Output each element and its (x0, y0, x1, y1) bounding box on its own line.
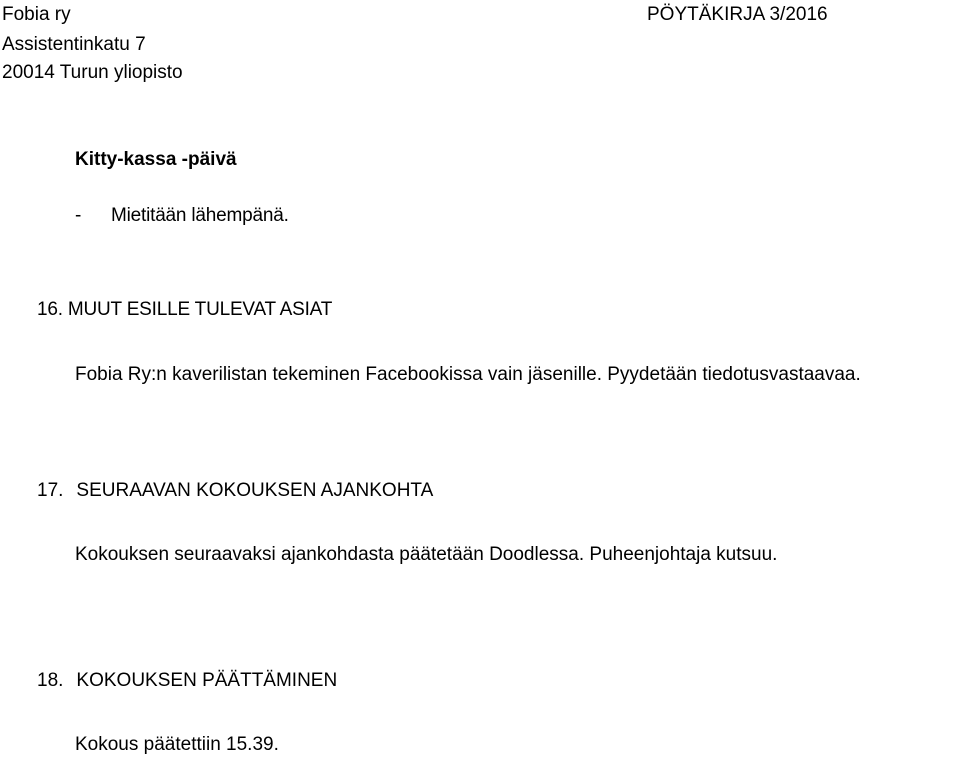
address-line-1: Assistentinkatu 7 (2, 34, 146, 55)
kitty-bullet-text: Mietitään lähempänä. (111, 205, 289, 226)
section-17-title: SEURAAVAN KOKOUKSEN AJANKOHTA (76, 480, 434, 501)
section-17-heading (37, 480, 433, 502)
org-name: Fobia ry (2, 4, 71, 25)
section-18-heading (37, 670, 337, 692)
kitty-heading: Kitty-kassa -päivä (75, 149, 237, 170)
section-18-title: KOKOUKSEN PÄÄTTÄMINEN (76, 670, 338, 691)
address-line-2: 20014 Turun yliopisto (2, 62, 183, 83)
section-16-body: Fobia Ry:n kaverilistan tekeminen Facebookissa vain jäsenille. Pyydetään tiedotusvastaavaa. (75, 364, 861, 385)
section-16-heading: 16. MUUT ESILLE TULEVAT ASIAT (37, 299, 333, 320)
doc-title: PÖYTÄKIRJA 3/2016 (647, 4, 828, 25)
section-18-body: Kokous päätettiin 15.39. (75, 734, 279, 755)
bullet-marker: - (75, 205, 82, 226)
section-17-body: Kokouksen seuraavaksi ajankohdasta päätetään Doodlessa. Puheenjohtaja kutsuu. (75, 544, 778, 565)
section-17-number: 17. (37, 480, 64, 501)
section-18-number: 18. (37, 670, 64, 691)
kitty-bullet (75, 205, 289, 227)
